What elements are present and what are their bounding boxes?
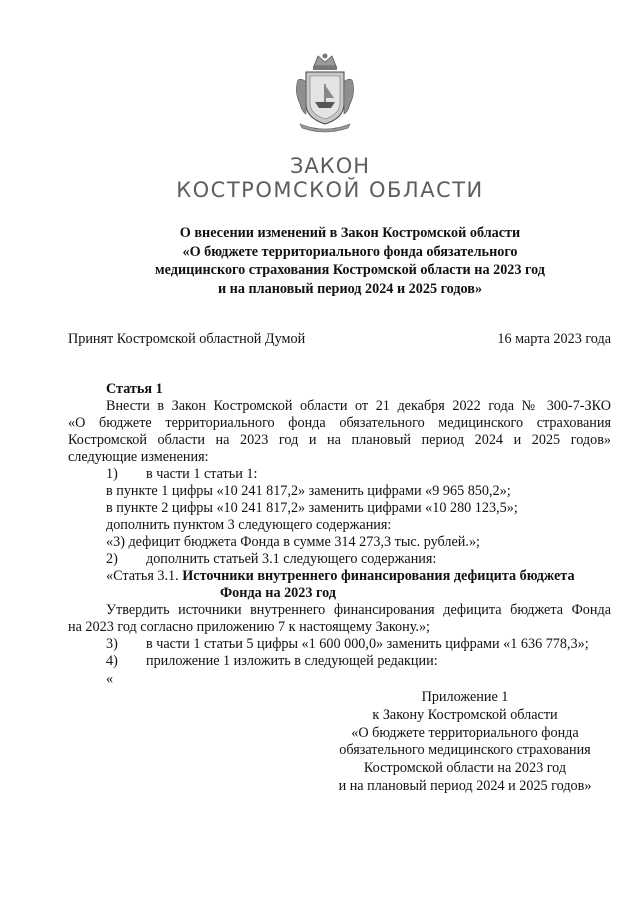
item-text: в части 1 статьи 5 цифры «1 600 000,0» заменить цифрами «1 636 778,3»; — [146, 636, 589, 652]
item-text: приложение 1 изложить в следующей редакции: — [146, 653, 438, 669]
annex-line: к Закону Костромской области — [372, 706, 558, 723]
item-text: в части 1 статьи 1: — [146, 466, 258, 482]
title-line: «О бюджете территориального фонда обязательного — [182, 243, 518, 260]
sub-item: дополнить пунктом 3 следующего содержания: — [106, 517, 392, 533]
article-3-1-prefix: «Статья 3.1. — [106, 568, 179, 584]
annex-line: «О бюджете территориального фонда — [351, 724, 579, 741]
article-3-1-title: Источники внутреннего финансирования дефицита бюджета — [182, 568, 575, 584]
annex-line: Приложение 1 — [421, 689, 509, 705]
item-number: 4) — [106, 653, 118, 669]
article-3-1-title-cont: Фонда на 2023 год — [220, 585, 336, 601]
list-item-1 — [106, 466, 257, 483]
annex-header — [300, 689, 630, 796]
region-name: КОСТРОМСКОЙ ОБЛАСТИ — [176, 178, 484, 202]
item-number: 3) — [106, 636, 118, 652]
item-text: дополнить статьей 3.1 следующего содержания: — [146, 551, 437, 567]
article-intro-line: следующие изменения: — [68, 449, 209, 465]
item-number: 1) — [106, 466, 118, 482]
annex-line: Костромской области на 2023 год — [363, 760, 567, 777]
document-title — [60, 224, 640, 298]
title-line: О внесении изменений в Закон Костромской области — [179, 225, 521, 241]
article-3-1-body: на 2023 год согласно приложению 7 к настоящему Закону.»; — [68, 619, 430, 635]
adoption-date: 16 марта 2023 года — [497, 331, 611, 347]
item-number: 2) — [106, 551, 118, 567]
sub-item: в пункте 2 цифры «10 241 817,2» заменить цифрами «10 280 123,5»; — [106, 500, 518, 516]
list-item-4 — [106, 653, 438, 670]
title-line: медицинского страхования Костромской области на 2023 год — [155, 262, 545, 278]
article-intro-line: Костромской области на 2023 год и на плановый период 2024 и 2025 годов» — [68, 432, 611, 448]
adopted-by: Принят Костромской областной Думой — [68, 331, 306, 347]
law-word: ЗАКОН — [289, 154, 371, 178]
article-heading: Статья 1 — [106, 381, 163, 397]
annex-line: обязательного медицинского страхования — [339, 742, 591, 759]
open-quote: « — [106, 671, 114, 687]
list-item-2 — [106, 551, 436, 568]
coat-of-arms — [292, 52, 358, 134]
list-item-3 — [106, 636, 589, 653]
title-line: и на плановый период 2024 и 2025 годов» — [217, 280, 483, 297]
kostroma-coat-of-arms-icon — [292, 52, 358, 134]
sub-item: «3) дефицит бюджета Фонда в сумме 314 273,3 тыс. рублей.»; — [106, 534, 480, 550]
article-intro-line: Внести в Закон Костромской области от 21 декабря 2022 года № 300-7-ЗКО — [106, 398, 611, 414]
article-3-1-heading — [106, 568, 611, 585]
article-3-1-body: Утвердить источники внутреннего финансирования дефицита бюджета Фонда — [106, 602, 611, 618]
article-intro-line: «О бюджете территориального фонда обязательного медицинского страхования — [68, 415, 611, 431]
annex-line: и на плановый период 2024 и 2025 годов» — [338, 777, 592, 794]
sub-item: в пункте 1 цифры «10 241 817,2» заменить цифрами «9 965 850,2»; — [106, 483, 511, 499]
